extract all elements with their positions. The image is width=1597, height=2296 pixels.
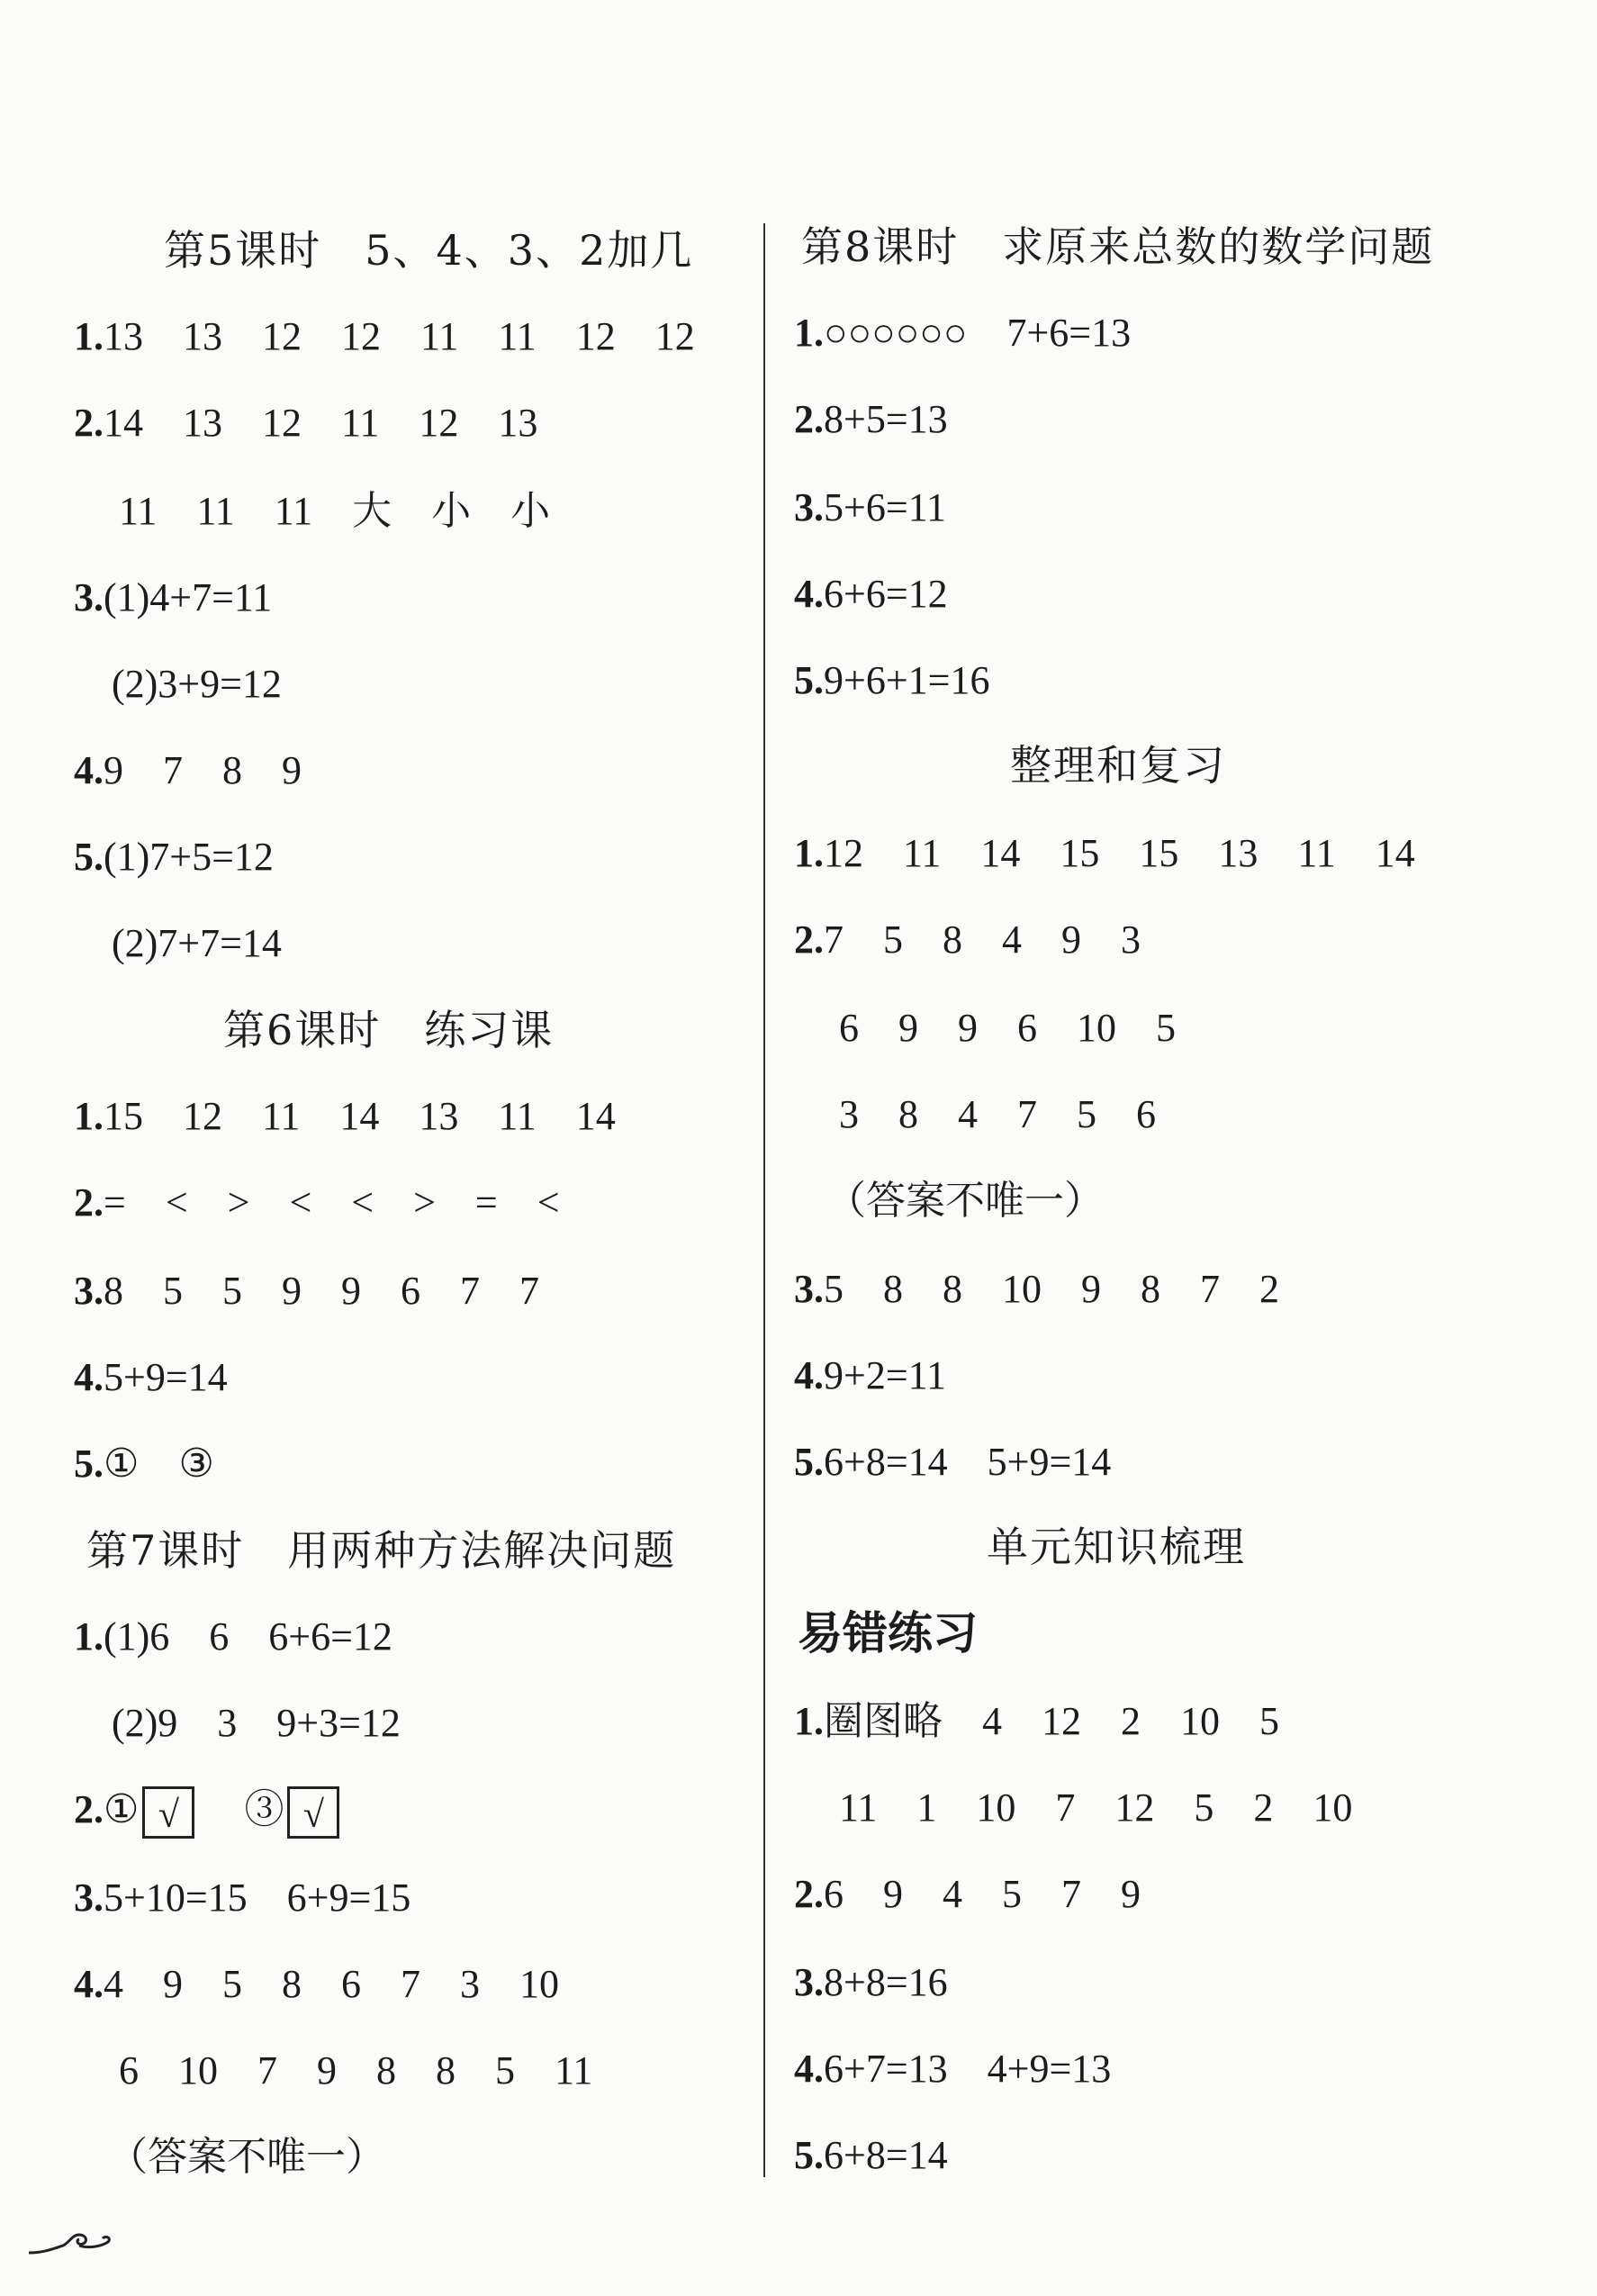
lesson7-q1: 1.(1)6 6 6+6=12 xyxy=(74,1614,392,1659)
lesson5-q5: 5.(1)7+5=12 xyxy=(74,835,274,879)
lesson5-q2: 2.14 13 12 11 12 13 xyxy=(74,401,538,445)
lesson5-q4: 4.9 7 8 9 xyxy=(74,748,302,792)
error-q1-cont: 11 1 10 7 12 5 2 10 xyxy=(839,1785,1353,1830)
lesson8-q2: 2.8+5=13 xyxy=(794,397,948,441)
lesson7-q2: 2.① √ ③ √ xyxy=(74,1783,339,1839)
review-q4: 4.9+2=11 xyxy=(794,1353,946,1397)
lesson7-note: （答案不唯一） xyxy=(108,2134,385,2180)
lesson6-q4: 4.5+9=14 xyxy=(74,1355,228,1399)
lesson5-q5-cont: (2)7+7=14 xyxy=(112,921,282,965)
lesson6-q2: 2.= < > < < > = < xyxy=(74,1180,560,1225)
lesson5-q1: 1.13 13 12 12 11 11 12 12 xyxy=(74,314,695,358)
review-q1: 1.12 11 14 15 15 13 11 14 xyxy=(794,831,1415,875)
error-q4: 4.6+7=13 4+9=13 xyxy=(794,2047,1112,2091)
lesson8-q1: 1.○○○○○○ 7+6=13 xyxy=(794,311,1132,355)
review-heading: 整理和复习 xyxy=(1010,741,1226,790)
lesson5-q3-cont: (2)3+9=12 xyxy=(112,662,282,706)
review-q3: 3.5 8 8 10 9 8 7 2 xyxy=(794,1267,1279,1311)
lesson7-heading: 第7课时 用两种方法解决问题 xyxy=(86,1526,677,1575)
lesson7-q4: 4.4 9 5 8 6 7 3 10 xyxy=(74,1962,559,2006)
review-q2-cont: 6 9 9 6 10 5 xyxy=(839,1006,1176,1050)
lesson8-q4: 4.6+6=12 xyxy=(794,572,948,616)
lesson5-q3: 3.(1)4+7=11 xyxy=(74,575,273,619)
check-box: √ xyxy=(287,1786,339,1839)
lesson5-q2-cont: 11 11 11 大 小 小 xyxy=(119,489,551,533)
error-q1: 1.圈图略 4 12 2 10 5 xyxy=(794,1699,1279,1743)
lesson5-heading: 第5课时 5、4、3、2加几 xyxy=(164,226,694,275)
check-box: √ xyxy=(142,1786,194,1839)
error-q2: 2.6 9 4 5 7 9 xyxy=(794,1872,1141,1916)
lesson7-q3: 3.5+10=15 6+9=15 xyxy=(74,1876,411,1920)
review-q2-cont2: 3 8 4 7 5 6 xyxy=(839,1092,1156,1136)
column-divider xyxy=(763,223,765,2177)
lesson6-q5: 5.① ③ xyxy=(74,1442,214,1486)
unit-summary-heading: 单元知识梳理 xyxy=(987,1523,1246,1571)
lesson7-q1-cont: (2)9 3 9+3=12 xyxy=(112,1701,401,1745)
lesson6-q1: 1.15 12 11 14 13 11 14 xyxy=(74,1094,616,1138)
error-practice-heading: 易错练习 xyxy=(798,1607,978,1659)
lesson8-q3: 3.5+6=11 xyxy=(794,485,946,529)
review-note: （答案不唯一） xyxy=(826,1178,1104,1224)
review-q5: 5.6+8=14 5+9=14 xyxy=(794,1440,1112,1484)
lesson8-q5: 5.9+6+1=16 xyxy=(794,658,990,702)
lesson7-q4-cont: 6 10 7 9 8 8 5 11 xyxy=(119,2048,593,2093)
error-q3: 3.8+8=16 xyxy=(794,1960,948,2004)
lesson8-heading: 第8课时 求原来总数的数学问题 xyxy=(801,222,1435,271)
review-q2: 2.7 5 8 4 9 3 xyxy=(794,917,1141,962)
lesson6-heading: 第6课时 练习课 xyxy=(223,1006,555,1054)
lesson6-q3: 3.8 5 5 9 9 6 7 7 xyxy=(74,1269,539,1313)
error-q5: 5.6+8=14 xyxy=(794,2133,948,2177)
cloud-scroll-icon xyxy=(25,2226,115,2262)
